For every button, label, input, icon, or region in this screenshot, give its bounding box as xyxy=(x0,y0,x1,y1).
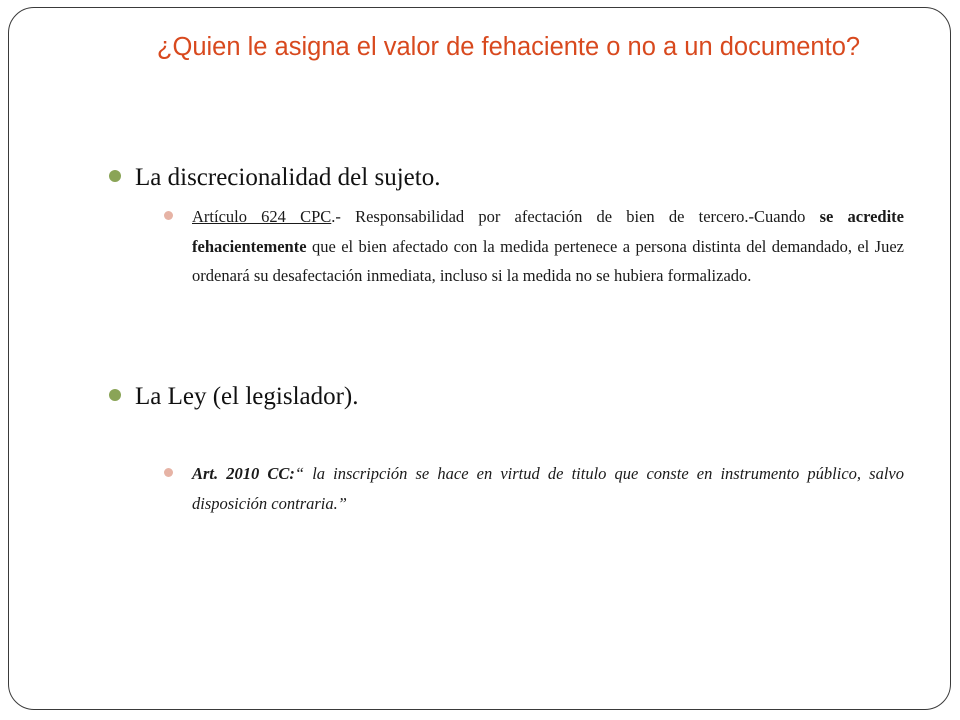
article-bold-phrase: se acredite fehacientemente xyxy=(192,207,904,256)
bullet-label: La Ley (el legislador). xyxy=(135,383,359,410)
slide-title: ¿Quien le asigna el valor de fehaciente o no a un documento? xyxy=(156,33,861,61)
bullet-dot-icon xyxy=(109,170,121,182)
bullet-dot-icon xyxy=(109,389,121,401)
bullet-ley xyxy=(109,382,359,412)
article-text-a: .- Responsabilidad por afectación de bien de tercero.-Cuando xyxy=(331,207,820,226)
bullet-label: La discrecionalidad del sujeto. xyxy=(135,164,441,191)
sub-bullet-art-2010 xyxy=(192,459,904,518)
article-reference: Artículo 624 CPC xyxy=(192,207,332,226)
sub-bullet-dot-icon xyxy=(164,468,173,477)
article-reference: Art. 2010 CC: xyxy=(192,464,295,483)
article-text-b: que el bien afectado con la medida pertenece a persona distinta del demandado, el Juez ordenará su desafectación inmediata, incluso si la medida no se hubiera formalizado. xyxy=(192,236,904,285)
slide-frame xyxy=(8,7,951,710)
bullet-discrecionalidad xyxy=(109,163,440,193)
sub-bullet-dot-icon xyxy=(164,211,173,220)
sub-bullet-articulo-624 xyxy=(192,202,904,291)
article-quote: “ la inscripción se hace en virtud de titulo que conste en instrumento público, salvo disposición contraria.” xyxy=(192,464,904,513)
